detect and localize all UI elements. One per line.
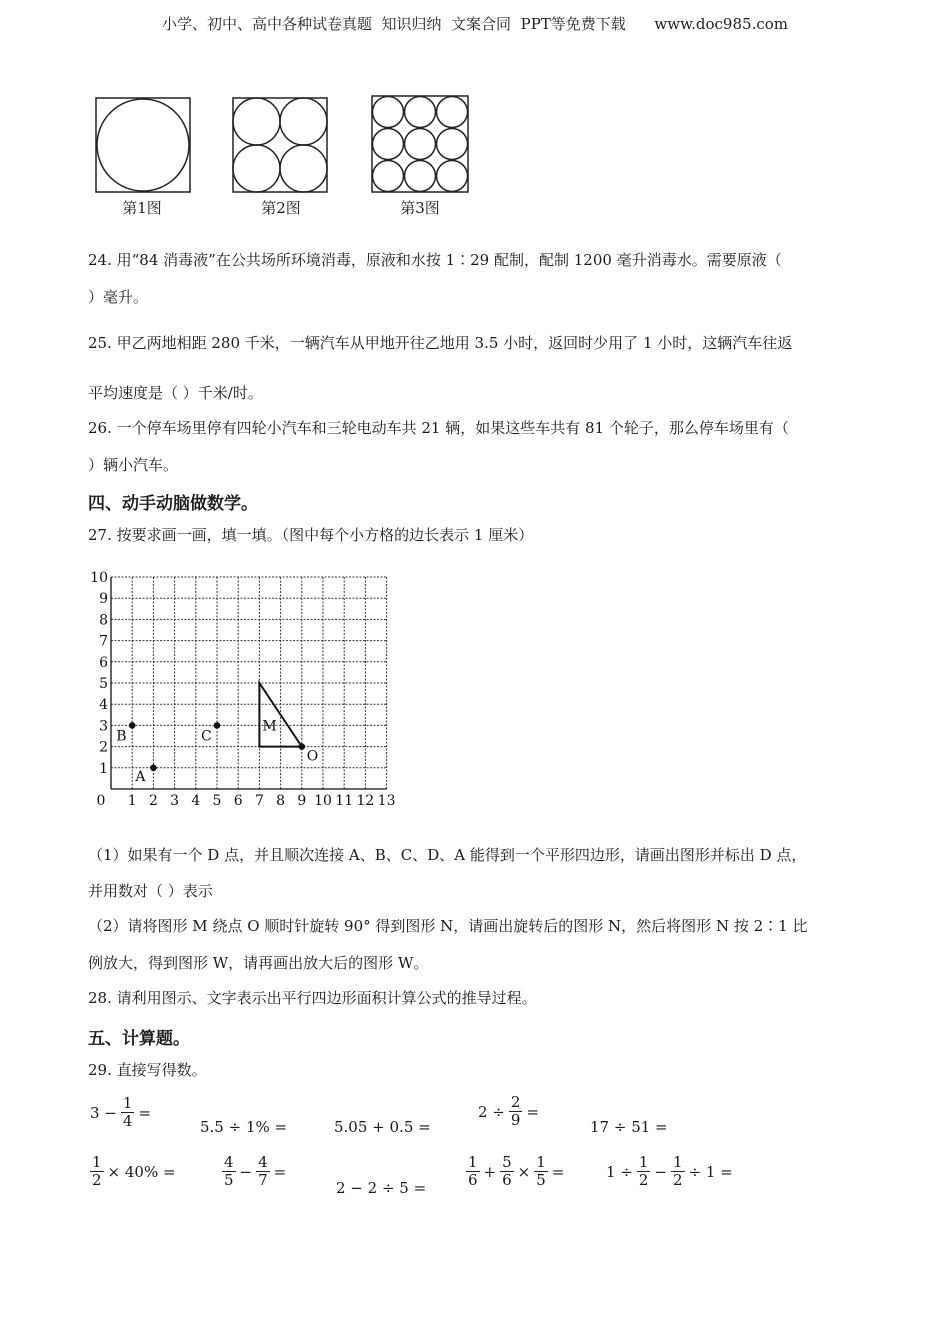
point-label: C	[201, 728, 212, 745]
equals: =	[273, 1162, 287, 1181]
expr-2-3	[334, 1179, 428, 1197]
grid-lines	[111, 577, 387, 789]
point-label: O	[306, 748, 319, 765]
fraction	[509, 1094, 523, 1129]
denominator: 6	[502, 1171, 512, 1189]
y-tick-label: 4	[99, 697, 108, 714]
numerator: 4	[224, 1153, 234, 1171]
denominator: 4	[122, 1112, 133, 1130]
point-label: A	[135, 768, 146, 785]
denominator: 2	[638, 1171, 649, 1189]
small-circle	[437, 161, 468, 192]
circles-figures	[94, 94, 474, 194]
y-tick-label: 3	[99, 718, 108, 735]
fraction	[671, 1154, 685, 1189]
point-b	[129, 722, 136, 729]
numerator: 1	[673, 1153, 683, 1171]
small-circle	[437, 129, 468, 160]
section-5-title: 五、计算题。	[88, 1029, 190, 1049]
point-label: B	[116, 728, 127, 745]
question-27-1-line2: 并用数对（ ）表示	[88, 882, 213, 900]
figure-3-caption: 第3图	[400, 199, 440, 217]
figure-2	[233, 98, 327, 192]
denominator: 2	[92, 1171, 102, 1189]
y-tick-label: 10	[90, 570, 108, 586]
question-27-1-line1: （1）如果有一个 D 点，并且顺次连接 A、B、C、D、A 能得到一个平形四边形，请画出图形并标出 D 点，	[88, 846, 807, 864]
figure-1-caption: 第1图	[122, 199, 162, 217]
operator: −	[239, 1162, 253, 1181]
numerator: 1	[122, 1094, 133, 1112]
x-tick-labels	[97, 793, 396, 809]
page-header: 小学、初中、高中各种试卷真题 知识归纳 文案合同 PPT等免费下载 www.doc985.com	[161, 15, 788, 33]
question-29: 29. 直接写得数。	[88, 1061, 207, 1079]
operator: +	[483, 1162, 497, 1181]
expr-1-2-text: 5.5 ÷ 1% =	[200, 1118, 288, 1136]
denominator: 5	[536, 1171, 546, 1189]
y-tick-label: 5	[99, 676, 108, 692]
question-26-line2: ）辆小汽车。	[88, 456, 179, 474]
x-tick-label: 4	[191, 793, 201, 809]
question-27-2-line1: （2）请将图形 M 绕点 O 顺时针旋转 90° 得到图形 N，请画出旋转后的图形 N，然后将图形 N 按 2∶1 比	[88, 917, 808, 935]
y-tick-label: 9	[99, 591, 108, 608]
expr-2-5-prefix: 1 ÷	[606, 1162, 633, 1181]
question-28: 28. 请利用图示、文字表示出平行四边形面积计算公式的推导过程。	[88, 989, 537, 1007]
point-c	[214, 722, 221, 729]
expr-2-1-suffix: × 40% =	[107, 1162, 176, 1181]
x-tick-label: 11	[335, 793, 354, 809]
expr-1-3-text: 5.05 + 0.5 =	[334, 1118, 431, 1136]
expr-1-3	[332, 1118, 433, 1136]
x-tick-label: 8	[276, 793, 286, 809]
denominator: 2	[673, 1171, 683, 1189]
x-tick-label: 6	[233, 793, 243, 809]
y-tick-labels	[90, 570, 108, 777]
numerator: 4	[258, 1153, 268, 1171]
numerator: 1	[468, 1153, 478, 1171]
expr-1-1	[88, 1095, 153, 1130]
small-circle	[373, 129, 404, 160]
x-tick-label: 3	[170, 793, 180, 809]
x-tick-label: 9	[297, 793, 307, 809]
expr-2-3-text: 2 − 2 ÷ 5 =	[336, 1179, 427, 1197]
small-circle	[405, 129, 436, 160]
numerator: 5	[502, 1153, 512, 1171]
coordinate-grid	[84, 556, 414, 816]
expr-1-2	[198, 1118, 289, 1136]
fraction	[90, 1154, 104, 1189]
equals: =	[138, 1103, 152, 1122]
expr-1-1-prefix: 3 −	[90, 1103, 117, 1122]
operator: ×	[517, 1162, 531, 1181]
small-circle	[405, 97, 436, 128]
denominator: 6	[468, 1171, 478, 1189]
question-27-2-line2: 例放大，得到图形 W，请再画出放大后的图形 W。	[88, 954, 429, 972]
question-25-line1: 25. 甲乙两地相距 280 千米，一辆汽车从甲地开往乙地用 3.5 小时，返回时少用了 1 小时，这辆汽车往返	[88, 334, 793, 352]
question-25-line2: 平均速度是（ ）千米/时。	[88, 384, 263, 402]
question-24-line2: ）毫升。	[88, 288, 149, 306]
denominator: 9	[510, 1111, 521, 1129]
expr-1-4	[476, 1094, 541, 1129]
denominator: 7	[258, 1171, 268, 1189]
point-a	[150, 765, 157, 772]
equals: =	[551, 1162, 565, 1181]
x-tick-label: 0	[96, 793, 106, 809]
x-tick-label: 10	[314, 793, 332, 809]
x-tick-label: 7	[254, 793, 264, 809]
figure-1	[96, 98, 190, 192]
y-tick-label: 6	[99, 654, 108, 671]
fraction	[466, 1154, 480, 1189]
numerator: 1	[92, 1153, 102, 1171]
question-26-line1: 26. 一个停车场里停有四轮小汽车和三轮电动车共 21 辆，如果这些车共有 81 个轮子，那么停车场里有（	[88, 419, 789, 437]
point-o	[299, 743, 306, 750]
expr-2-2	[220, 1154, 288, 1189]
operator: −	[654, 1162, 668, 1181]
question-24-line1: 24. 用“84 消毒液”在公共场所环境消毒，原液和水按 1∶29 配制，配制 1200 毫升消毒水。需要原液（	[88, 251, 782, 269]
numerator: 1	[536, 1153, 546, 1171]
fraction	[500, 1154, 514, 1189]
fraction	[534, 1154, 548, 1189]
small-circle	[405, 161, 436, 192]
figure-3	[372, 96, 468, 192]
expr-2-5-suffix: ÷ 1 =	[688, 1162, 733, 1181]
expr-2-5	[604, 1154, 735, 1189]
figure-2-caption: 第2图	[261, 199, 301, 217]
x-tick-label: 2	[148, 793, 158, 809]
x-tick-label: 5	[212, 793, 222, 809]
expr-1-5-text: 17 ÷ 51 =	[590, 1118, 668, 1136]
expr-1-4-prefix: 2 ÷	[478, 1102, 505, 1121]
numerator: 1	[638, 1153, 649, 1171]
x-tick-label: 13	[377, 793, 396, 809]
small-circle	[373, 97, 404, 128]
expr-1-5	[588, 1118, 670, 1136]
numerator: 2	[510, 1093, 521, 1111]
small-circle	[437, 97, 468, 128]
x-tick-label: 1	[127, 793, 137, 809]
x-tick-label: 12	[356, 793, 375, 809]
small-circle	[373, 161, 404, 192]
y-tick-label: 1	[99, 760, 108, 777]
fraction	[637, 1154, 651, 1189]
expr-2-4	[464, 1154, 566, 1189]
triangle-label: M	[262, 718, 277, 735]
fraction	[256, 1154, 270, 1189]
section-4-title: 四、动手动脑做数学。	[88, 494, 258, 514]
equals: =	[526, 1102, 540, 1121]
y-tick-label: 2	[99, 739, 108, 756]
y-tick-label: 7	[99, 633, 108, 650]
y-tick-label: 8	[99, 612, 108, 629]
fraction	[222, 1154, 236, 1189]
fraction	[121, 1095, 135, 1130]
denominator: 5	[224, 1171, 234, 1189]
expr-2-1	[88, 1154, 178, 1189]
question-27: 27. 按要求画一画，填一填。（图中每个小方格的边长表示 1 厘米）	[88, 526, 534, 544]
